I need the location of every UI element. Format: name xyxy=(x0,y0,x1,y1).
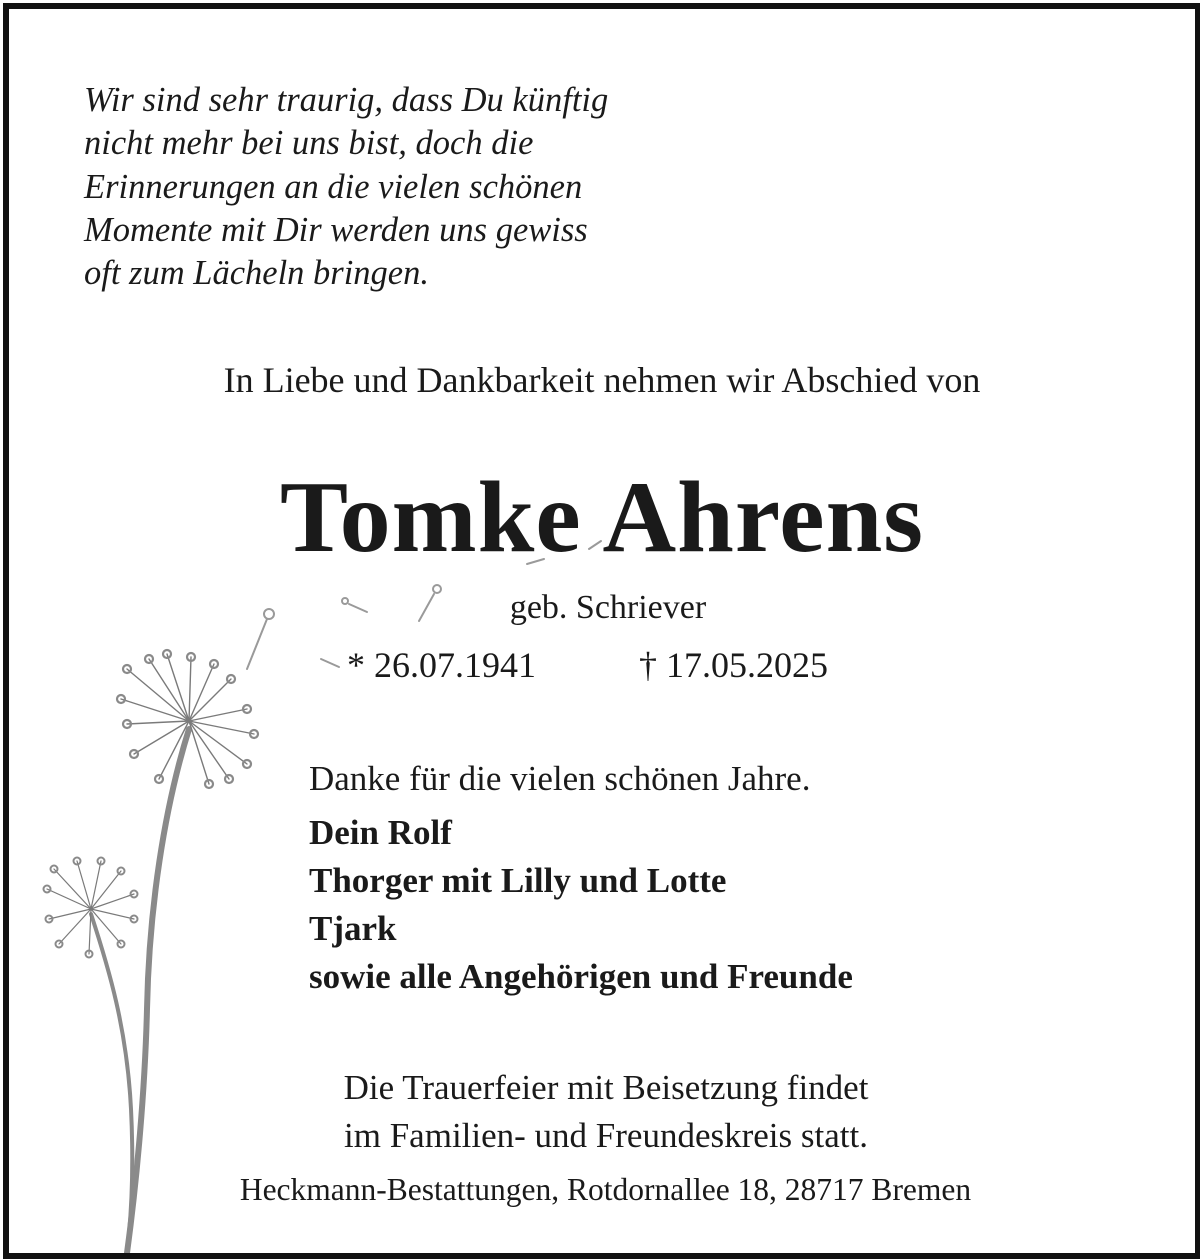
poem-line: Momente mit Dir werden uns gewiss xyxy=(84,210,588,249)
poem-line: Erinnerungen an die vielen schönen xyxy=(84,167,583,206)
mourner: sowie alle Angehörigen und Freunde xyxy=(309,957,853,996)
funeral-info xyxy=(9,1064,1195,1160)
mourner: Tjark xyxy=(309,909,397,948)
mourners-list xyxy=(309,809,853,1001)
obituary-notice xyxy=(3,3,1200,1259)
thanks-line: Danke für die vielen schönen Jahre. xyxy=(309,759,811,798)
funeral-line: im Familien- und Freundeskreis statt. xyxy=(344,1116,868,1155)
poem-line: oft zum Lächeln bringen. xyxy=(84,254,429,293)
maiden-name: geb. Schriever xyxy=(509,589,707,626)
mourner: Thorger mit Lilly und Lotte xyxy=(309,861,727,900)
deceased-name: Tomke Ahrens xyxy=(279,461,925,574)
mourner: Dein Rolf xyxy=(309,813,452,852)
farewell-intro: In Liebe und Dankbarkeit nehmen wir Abschied von xyxy=(223,360,981,400)
poem xyxy=(84,79,608,295)
death-date: † 17.05.2025 xyxy=(639,645,828,685)
poem-line: nicht mehr bei uns bist, doch die xyxy=(84,124,534,163)
undertaker-address: Heckmann-Bestattungen, Rotdornallee 18, 28717 Bremen xyxy=(239,1172,972,1207)
poem-line: Wir sind sehr traurig, dass Du künftig xyxy=(84,81,609,119)
funeral-line: Die Trauerfeier mit Beisetzung findet xyxy=(343,1068,869,1107)
birth-date: * 26.07.1941 xyxy=(347,645,536,685)
